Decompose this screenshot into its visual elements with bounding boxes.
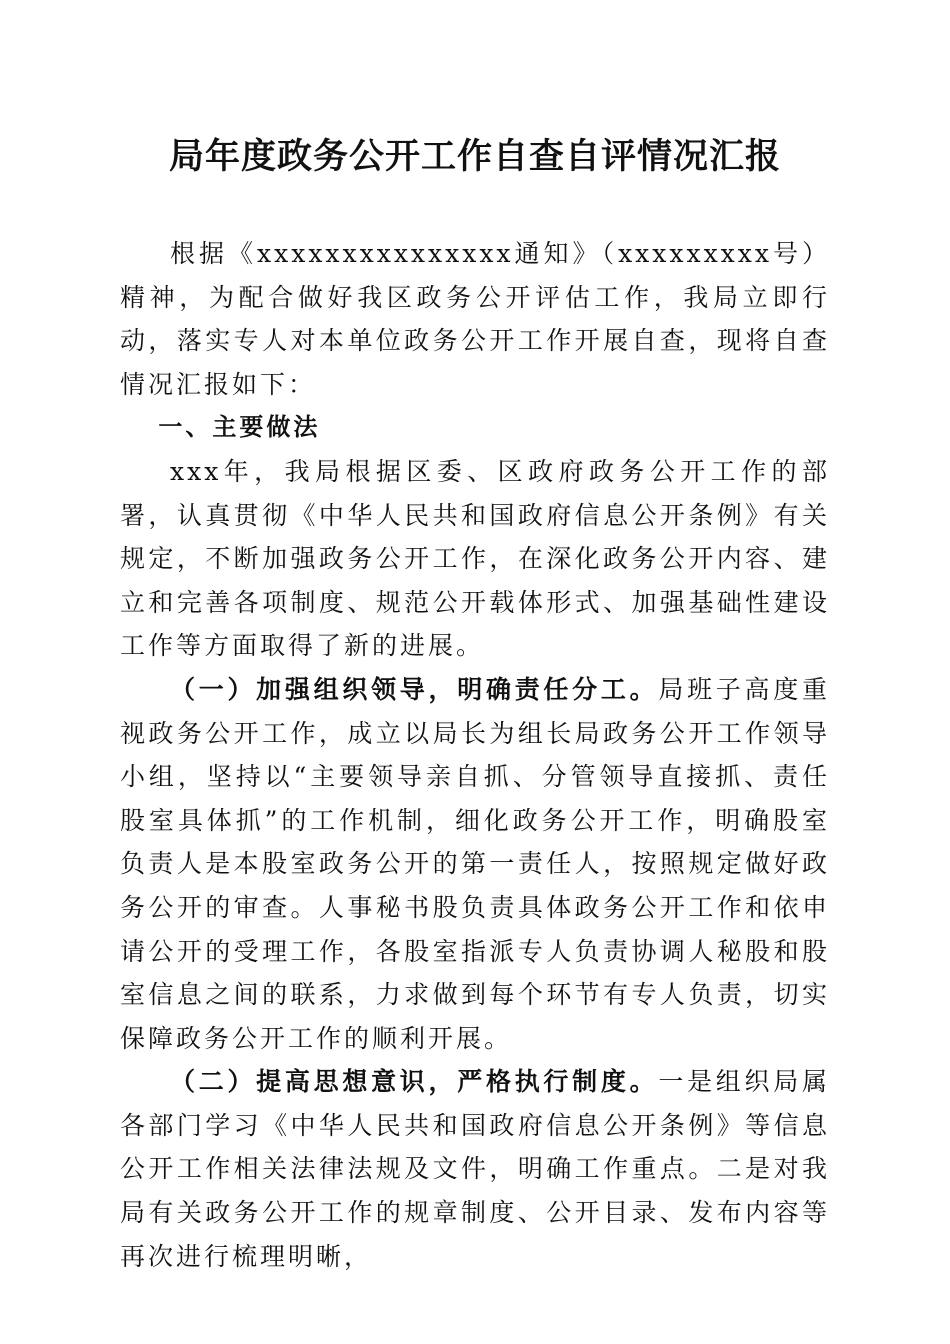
item-2-lead: （二）提高思想意识，严格执行制度。 — [170, 1067, 659, 1097]
item-1-text: 局班子高度重视政务公开工作，成立以局长为组长局政务公开工作领导小组，坚持以“主要领导亲自抓、分管领导直接抓、责任股室具体抓”的工作机制，细化政务公开工作，明确股室负责人是本股室政务公开的第一责任人，按照规定做好政务公开的审查。人事秘书股负责具体政务公开工作和依申请公开的受理工作，各股室指派专人负责协调人秘股和股室信息之间的联系，力求做到每个环节有专人负责，切实保障政务公开工作的顺利开展。 — [120, 674, 830, 1053]
document-title: 局年度政务公开工作自查自评情况汇报 — [168, 136, 781, 177]
intro-paragraph: 根据《xxxxxxxxxxxxxxx通知》（xxxxxxxxx号）精神，为配合做好我区政务公开评估工作，我局立即行动，落实专人对本单位政务公开工作开展自查，现将自查情况汇报如下： — [120, 239, 830, 399]
item-2-text: 一是组织局属各部门学习《中华人民共和国政府信息公开条例》等信息公开工作相关法律法规及文件，明确工作重点。二是对我局有关政务公开工作的规章制度、公开目录、发布内容等再次进行梳理明晰， — [120, 1067, 830, 1271]
section-heading: 一、主要做法 — [158, 413, 321, 442]
section-paragraph: xxx年，我局根据区委、区政府政务公开工作的部署，认真贯彻《中华人民共和国政府信息公开条例》有关规定，不断加强政务公开工作，在深化政务公开内容、建立和完善各项制度、规范公开载体形式、加强基础性建设工作等方面取得了新的进展。 — [120, 456, 830, 661]
item-2-paragraph — [120, 1060, 830, 1278]
item-1-paragraph — [120, 668, 830, 1060]
document-body — [120, 232, 830, 1278]
item-1-lead: （一）加强组织领导，明确责任分工。 — [170, 674, 659, 704]
